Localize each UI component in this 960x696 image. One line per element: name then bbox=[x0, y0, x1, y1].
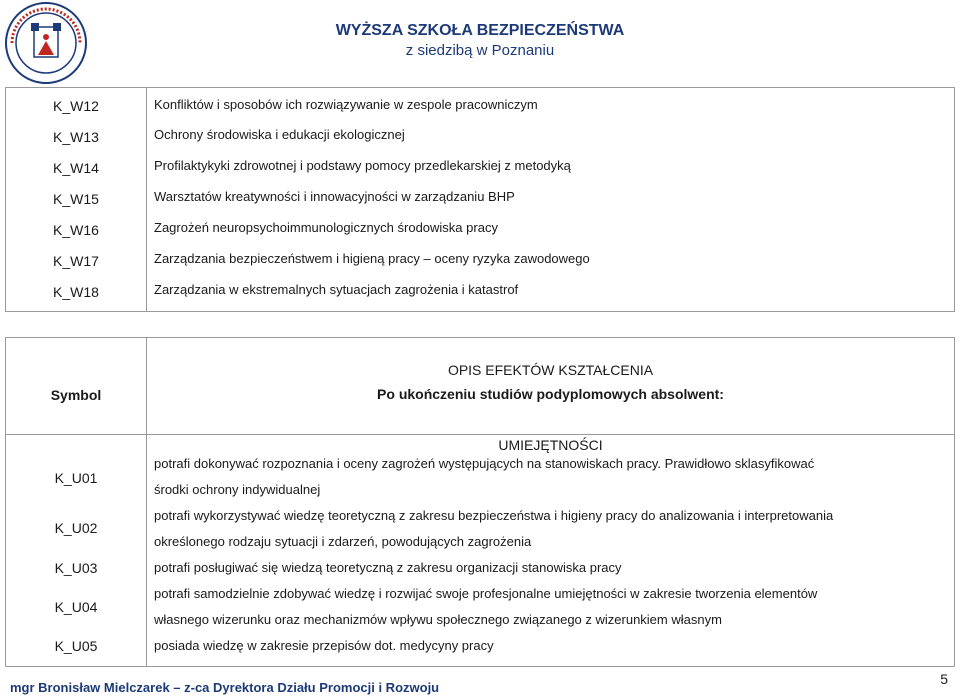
page-number: 5 bbox=[940, 671, 948, 687]
knowledge-outcomes-table bbox=[5, 87, 955, 312]
description-line: środki ochrony indywidualnej bbox=[154, 482, 321, 497]
symbol-cell: K_U01 bbox=[54, 470, 98, 486]
symbol-cell: K_W15 bbox=[53, 191, 99, 207]
description-line: potrafi wykorzystywać wiedzę teoretyczną z zakresu bezpieczeństwa i higieny pracy do analizowania i interpretowania bbox=[154, 508, 834, 523]
description-cell: Warsztatów kreatywności i innowacyjności w zarządzaniu BHP bbox=[154, 189, 515, 204]
symbol-cell: K_U03 bbox=[54, 560, 98, 576]
symbol-cell: K_W13 bbox=[53, 129, 99, 145]
description-line: potrafi dokonywać rozpoznania i oceny zagrożeń występujących na stanowiskach pracy. Prawidłowo sklasyfikować bbox=[154, 456, 815, 471]
symbol-cell: K_W18 bbox=[53, 284, 99, 300]
table-row bbox=[6, 214, 954, 246]
symbol-cell: K_U02 bbox=[54, 520, 98, 536]
table-row bbox=[6, 152, 954, 184]
header-divider bbox=[6, 434, 954, 435]
symbol-cell: K_U04 bbox=[54, 599, 98, 615]
description-line: własnego wizerunku oraz mechanizmów wpływu społecznego związanego z wizerunkiem własnym bbox=[154, 612, 722, 627]
table-row bbox=[6, 121, 954, 153]
outcomes-header-title: OPIS EFEKTÓW KSZTAŁCENIA bbox=[447, 362, 654, 378]
description-cell: Zarządzania bezpieczeństwem i higieną pracy – oceny ryzyka zawodowego bbox=[154, 251, 590, 266]
description-line: określonego rodzaju sytuacji i zdarzeń, powodujących zagrożenia bbox=[154, 534, 532, 549]
table-row bbox=[6, 276, 954, 308]
category-heading: UMIEJĘTNOŚCI bbox=[498, 437, 603, 453]
description-line: potrafi samodzielnie zdobywać wiedzę i rozwijać swoje profesjonalne umiejętności w zakresie tworzenia elementów bbox=[154, 586, 818, 601]
outcomes-header-subtitle: Po ukończeniu studiów podyplomowych absolwent: bbox=[377, 386, 724, 402]
description-cell: Profilaktykyki zdrowotnej i podstawy pomocy przedlekarskiej z metodyką bbox=[154, 158, 571, 173]
symbol-cell: K_U05 bbox=[54, 638, 98, 654]
symbol-cell: K_W12 bbox=[53, 98, 99, 114]
symbol-column-header: Symbol bbox=[50, 387, 102, 403]
table-row bbox=[6, 245, 954, 277]
table-row bbox=[6, 90, 954, 122]
description-cell: Zarządzania w ekstremalnych sytuacjach zagrożenia i katastrof bbox=[154, 282, 519, 297]
symbol-cell: K_W16 bbox=[53, 222, 99, 238]
symbol-cell: K_W17 bbox=[53, 253, 99, 269]
description-cell: Konfliktów i sposobów ich rozwiązywanie w zespole pracowniczym bbox=[154, 97, 538, 112]
description-line: potrafi posługiwać się wiedzą teoretyczną z zakresu organizacji stanowiska pracy bbox=[154, 560, 622, 575]
description-cell: Ochrony środowiska i edukacji ekologicznej bbox=[154, 127, 405, 142]
document-header bbox=[0, 0, 960, 84]
school-name: WYŻSZA SZKOŁA BEZPIECZEŃSTWA bbox=[335, 22, 625, 39]
symbol-cell: K_W14 bbox=[53, 160, 99, 176]
skills-outcomes-table bbox=[5, 337, 955, 667]
table-row bbox=[6, 183, 954, 215]
school-location: z siedzibą w Poznaniu bbox=[405, 42, 555, 59]
description-cell: Zagrożeń neuropsychoimmunologicznych środowiska pracy bbox=[154, 220, 498, 235]
footer-author: mgr Bronisław Mielczarek – z-ca Dyrektora Działu Promocji i Rozwoju bbox=[10, 680, 440, 695]
description-line: posiada wiedzę w zakresie przepisów dot. medycyny pracy bbox=[154, 638, 494, 653]
